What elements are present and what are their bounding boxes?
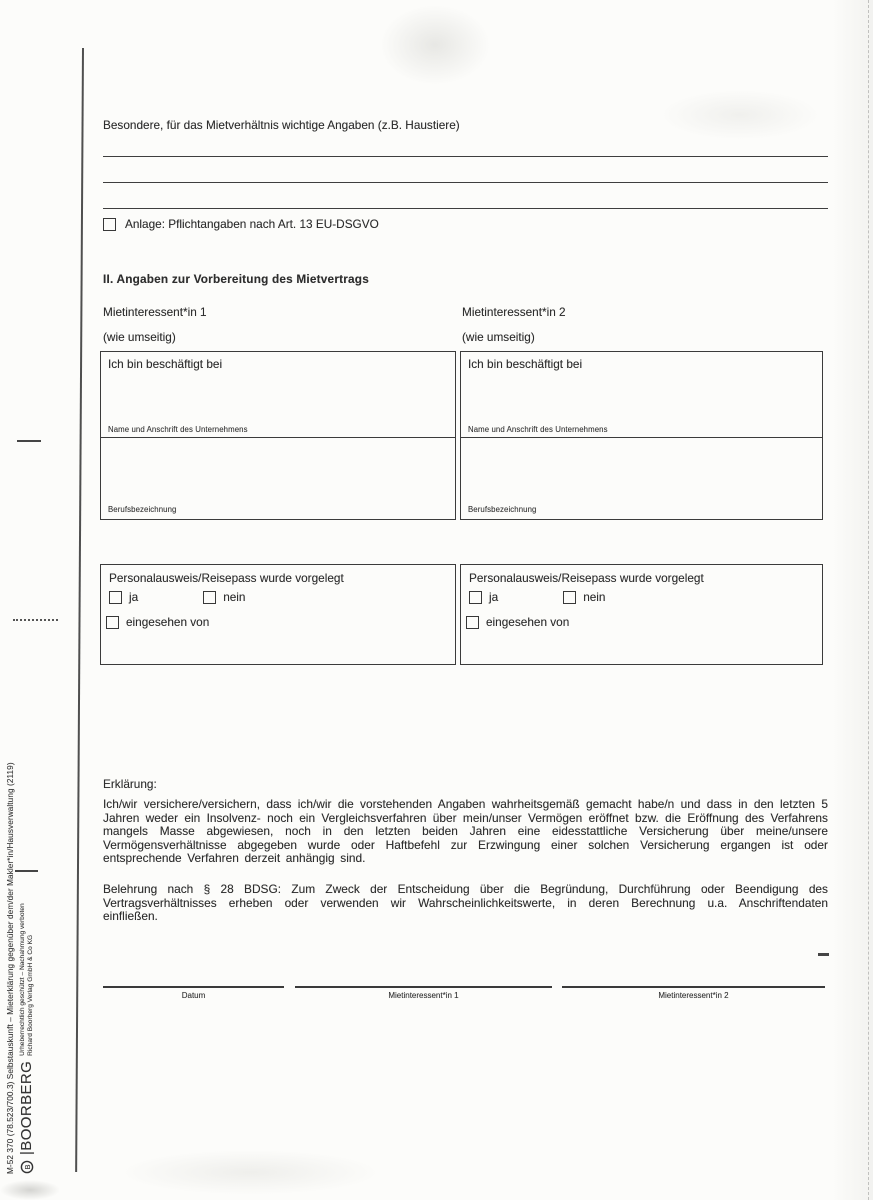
applicant2-header: Mietinteressent*in 2 [462,305,566,319]
signature-date-label: Datum [181,991,206,1000]
id-yes-checkbox-a2[interactable] [469,591,482,604]
id-yes-label-a2: ja [489,590,499,604]
copyright-line-2: Richard Boorberg Verlag GmbH & Co KG [27,934,34,1056]
employment-box-applicant2 [460,351,823,520]
publisher-row [18,690,35,1174]
signature-applicant1-label: Mietinteressent*in 1 [388,991,459,1000]
signature-line-applicant2[interactable] [562,986,825,988]
instruction-body: Belehrung nach § 28 BDSG: Zum Zweck der Entscheidung über die Begründung, Durchführung oder Beendigung des Vertragsverhältnisses erheben oder verwenden wir Wahrscheinlichkeitswerte, in deren Berechnung u.a. Anschriftendaten einfließen. [103,882,828,924]
notes-line-1[interactable] [103,156,828,157]
notes-line-3[interactable] [103,208,828,209]
notes-line-2[interactable] [103,182,828,183]
signature-line-applicant1[interactable] [295,986,552,988]
profession-field-applicant1[interactable] [101,438,455,517]
section-heading: II. Angaben zur Vorbereitung des Mietvertrags [103,272,369,286]
publisher-logo: |BOORBERG [18,1060,35,1155]
overleaf-note-a2: (wie umseitig) [462,330,535,344]
employed-at-label-a1: Ich bin beschäftigt bei [108,357,223,371]
id-yes-checkbox-a1[interactable] [109,591,122,604]
circle-b-icon [20,1160,34,1174]
scan-noise [660,90,820,140]
scan-noise [380,5,490,85]
overleaf-note-a1: (wie umseitig) [103,330,176,344]
fold-mark-top [17,440,41,442]
declaration-body: Ich/wir versichere/versichern, dass ich/wir die vorstehenden Angaben wahrheitsgemäß gemacht habe/n und dass in den letzten 5 Jahren weder ein Insolvenz- noch ein Vergleichsverfahren über mein/unser Vermögen eröffnet bzw. die Eröffnung des Verfahrens mangels Masse abgewiesen, noch in den letzten beiden Jahren eine eidesstattliche Versicherung über meine/unsere Vermögensverhältnisse abgegeben wurde oder Haftbefehl zur Erzwingung einer solchen Versicherung ergangen ist oder entsprechende Verfahren derzeit anhängig sind. [103,797,828,866]
attachment-checkbox[interactable] [103,218,116,231]
signature-group-applicant2 [562,986,825,1000]
id-inspected-checkbox-a2[interactable] [466,616,479,629]
profession-field-applicant2[interactable] [461,438,822,517]
company-caption-a1: Name und Anschrift des Unternehmens [108,425,248,434]
id-yes-label-a1: ja [129,590,139,604]
publisher-sidebar [6,690,58,1174]
id-check-title-a1: Personalausweis/Reisepass wurde vorgelegt [109,571,344,585]
applicant1-header: Mietinteressent*in 1 [103,305,207,319]
profession-caption-a1: Berufsbezeichnung [108,505,177,514]
signature-group-applicant1 [295,986,552,1000]
id-no-label-a1: nein [223,590,246,604]
company-caption-a2: Name und Anschrift des Unternehmens [468,425,608,434]
employed-at-label-a2: Ich bin beschäftigt bei [468,357,583,371]
attachment-label: Anlage: Pflichtangaben nach Art. 13 EU-DSGVO [125,217,379,231]
declaration-heading: Erklärung: [103,777,157,791]
company-field-applicant2[interactable] [461,352,822,438]
copyright-stack [19,903,35,1055]
profession-caption-a2: Berufsbezeichnung [468,505,537,514]
scan-noise [0,1180,60,1200]
page-edge-line [75,48,84,1172]
scan-noise [120,1150,380,1195]
id-check-title-a2: Personalausweis/Reisepass wurde vorgelegt [469,571,704,585]
fold-mark-middle [13,619,58,621]
id-inspected-label-a2: eingesehen von [486,615,570,629]
form-code: M-52 370 (78.523/700.3) Selbstauskunft – Mieterklärung gegenüber dem/der Makler*in/Hausverwaltung (2119) [6,762,15,1174]
id-no-label-a2: nein [583,590,606,604]
id-check-box-applicant1 [100,564,456,665]
id-no-checkbox-a1[interactable] [203,591,216,604]
scan-noise [832,0,873,1200]
id-inspected-label-a1: eingesehen von [126,615,210,629]
special-notes-label: Besondere, für das Mietverhältnis wichtige Angaben (z.B. Haustiere) [103,118,460,132]
scan-edge-artifact [868,0,869,1200]
signature-line-date[interactable] [103,986,284,988]
id-no-checkbox-a2[interactable] [563,591,576,604]
company-field-applicant1[interactable] [101,352,455,438]
attachment-row [103,217,379,231]
employment-box-applicant1 [100,351,456,520]
fold-mark-right [818,953,829,956]
svg-text:B: B [22,1164,32,1170]
copyright-line-1: Urheberrechtlich geschützt – Nachahmung verboten [18,903,26,1056]
signature-group-date [103,986,284,1000]
signature-applicant2-label: Mietinteressent*in 2 [658,991,729,1000]
id-check-box-applicant2 [460,564,823,665]
id-inspected-checkbox-a1[interactable] [106,616,119,629]
